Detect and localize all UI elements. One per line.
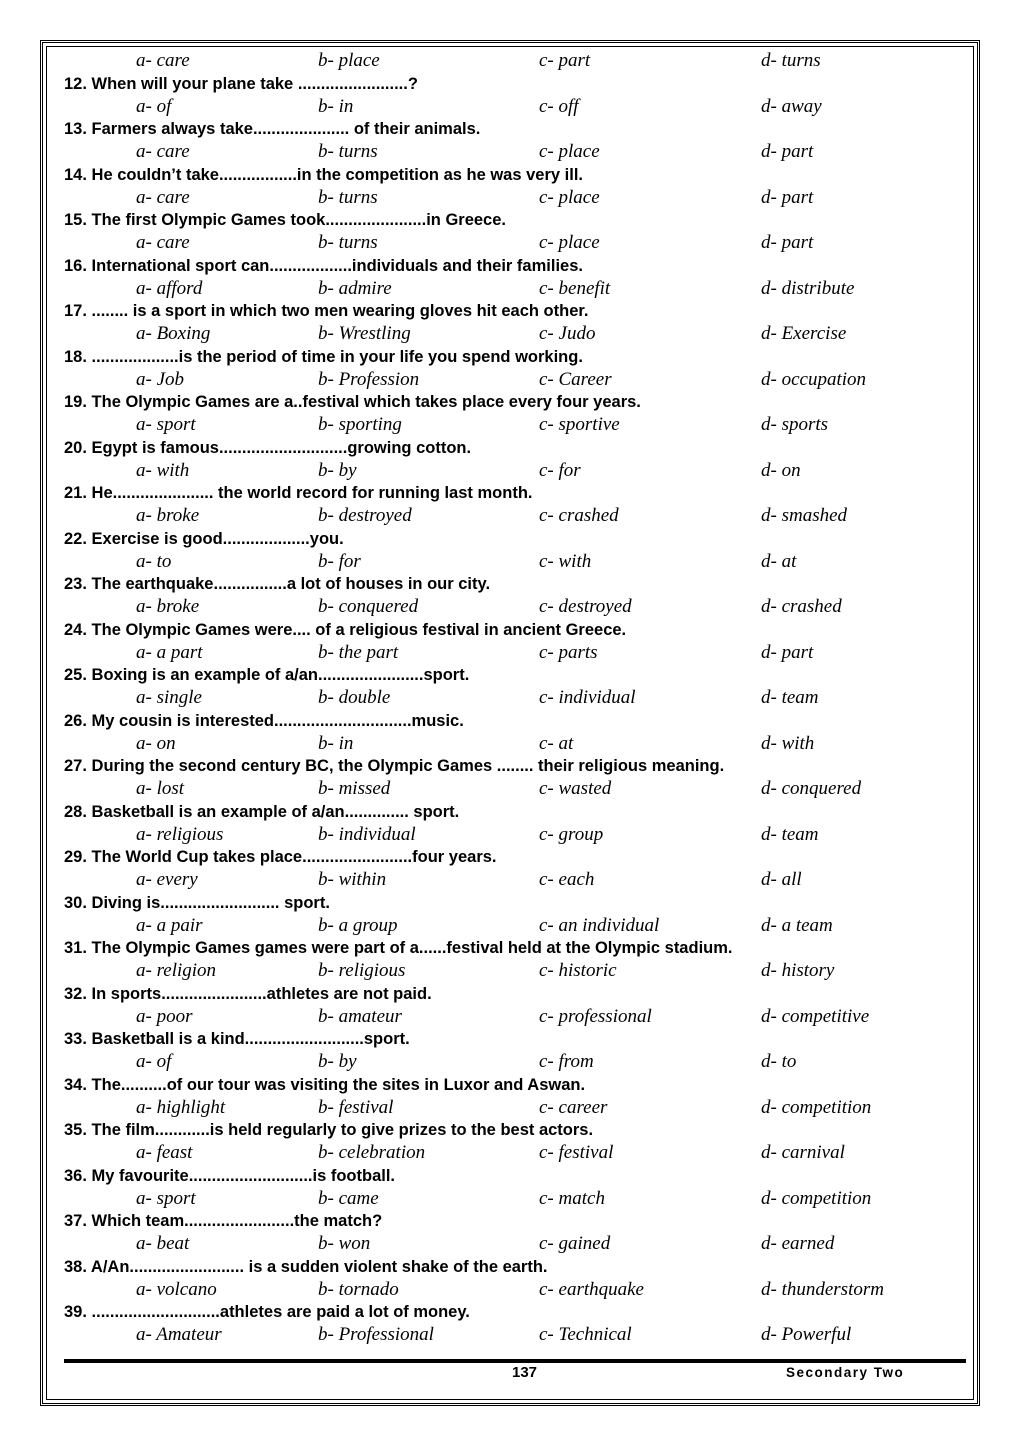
options-row (64, 96, 964, 119)
question (64, 391, 964, 414)
option-c: c- place (539, 186, 600, 208)
option-a: a- with (136, 459, 190, 481)
question-number: 12. (64, 74, 87, 93)
question-number: 19. (64, 393, 87, 412)
question-number: 18. (64, 347, 87, 366)
options-row (64, 232, 964, 255)
question-number: 30. (64, 893, 87, 912)
option-c: c- destroyed (539, 596, 632, 617)
option-b: b- celebration (318, 1142, 426, 1163)
options-row (64, 1188, 964, 1211)
question (64, 937, 964, 960)
question-number: 16. (64, 256, 87, 275)
option-d: d- sports (761, 414, 829, 435)
options-row (64, 141, 964, 164)
option-b: b- by (318, 459, 357, 481)
question-text: Basketball is an example of a/an.............. sport. (91, 802, 460, 821)
question-text: He couldn’t take.................in the competition as he was very ill. (91, 165, 583, 184)
option-d: d- at (761, 550, 797, 572)
question (64, 801, 964, 824)
question (64, 118, 964, 141)
question-text: Basketball is a kind..........................sport. (91, 1030, 410, 1049)
option-a: a- volcano (136, 1278, 217, 1300)
option-b: b- the part (318, 641, 399, 663)
option-a: a- feast (136, 1142, 193, 1163)
options-row (64, 596, 964, 619)
option-c: c- festival (539, 1142, 614, 1163)
option-a: a- poor (136, 1005, 193, 1027)
page-number: 137 (512, 1364, 538, 1381)
option-b: b- festival (318, 1096, 394, 1118)
footer-label: Secondary Two (786, 1365, 905, 1380)
question (64, 1301, 964, 1324)
question (64, 164, 964, 187)
question-number: 21. (64, 484, 87, 503)
question (64, 1028, 964, 1051)
question-text: The Olympic Games were.... of a religious festival in ancient Greece. (91, 620, 627, 639)
question (64, 892, 964, 915)
question-text: ........ is a sport in which two men wearing gloves hit each other. (91, 302, 589, 321)
question (64, 209, 964, 232)
option-b: b- by (318, 1051, 357, 1072)
options-row (64, 1324, 964, 1347)
option-c: c- earthquake (539, 1278, 644, 1300)
option-b: b- in (318, 95, 354, 117)
option-d: d- distribute (761, 277, 855, 299)
options-row (64, 369, 964, 392)
question-number: 17. (64, 302, 87, 321)
question (64, 983, 964, 1006)
question (64, 755, 964, 778)
question-text: Which team........................the match? (91, 1212, 383, 1231)
options-row (64, 1142, 964, 1165)
question-number: 22. (64, 529, 87, 548)
question-text: My cousin is interested..............................music. (91, 711, 464, 730)
option-c: c- wasted (539, 778, 612, 799)
question (64, 437, 964, 460)
option-b: b- came (318, 1187, 379, 1209)
question-number: 34. (64, 1075, 87, 1094)
question-text: Boxing is an example of a/an.......................sport. (91, 666, 470, 685)
option-a: a- Amateur (136, 1324, 222, 1345)
option-a: a- afford (136, 277, 203, 299)
option-d: d- part (761, 141, 814, 162)
options-row (64, 642, 964, 665)
question-text: The Olympic Games are a..festival which takes place every four years. (91, 393, 641, 412)
question-number: 13. (64, 120, 87, 139)
question-text: A/An......................... is a sudden violent shake of the earth. (90, 1257, 548, 1276)
option-a: a- sport (136, 414, 196, 435)
question-number: 36. (64, 1166, 87, 1185)
question-number: 38. (64, 1257, 87, 1276)
option-c: c- off (539, 95, 579, 117)
question (64, 710, 964, 733)
option-c: c- group (539, 823, 604, 845)
question (64, 1210, 964, 1233)
question-number: 20. (64, 438, 87, 457)
option-c: c- with (539, 550, 592, 572)
question-number: 39. (64, 1303, 87, 1322)
options-row (64, 869, 964, 892)
option-a: a- broke (136, 596, 200, 617)
option-c: c- for (539, 459, 581, 481)
option-d: d- turns (761, 50, 821, 71)
option-d: d- competition (761, 1096, 872, 1118)
question (64, 255, 964, 278)
option-d: d- team (761, 823, 819, 845)
question-number: 14. (64, 165, 87, 184)
question-list (64, 50, 964, 1347)
option-b: b- turns (318, 232, 378, 253)
question (64, 346, 964, 369)
question-number: 37. (64, 1212, 87, 1231)
option-b: b- double (318, 687, 391, 708)
option-d: d- earned (761, 1233, 835, 1254)
question (64, 73, 964, 96)
options-row (64, 187, 964, 210)
option-d: d- part (761, 641, 814, 663)
option-b: b- destroyed (318, 505, 412, 526)
option-c: c- historic (539, 960, 617, 981)
question-text: Exercise is good...................you. (91, 529, 344, 548)
question (64, 1165, 964, 1188)
question-text: The first Olympic Games took......................in Greece. (91, 211, 506, 230)
option-d: d- thunderstorm (761, 1278, 884, 1300)
option-b: b- Professional (318, 1324, 434, 1345)
option-d: d- part (761, 232, 814, 253)
option-a: a- single (136, 687, 202, 708)
option-c: c- sportive (539, 414, 620, 435)
option-c: c- Judo (539, 323, 596, 344)
question-number: 31. (64, 939, 87, 958)
option-c: c- place (539, 232, 600, 253)
option-b: b- in (318, 732, 354, 754)
option-a: a- highlight (136, 1096, 226, 1118)
question-text: Diving is.......................... sport. (91, 893, 330, 912)
option-b: b- won (318, 1233, 371, 1254)
option-c: c- parts (539, 641, 598, 663)
option-c: c- place (539, 141, 600, 162)
question-number: 23. (64, 575, 87, 594)
option-b: b- Profession (318, 368, 420, 390)
option-c: c- an individual (539, 914, 660, 936)
question (64, 573, 964, 596)
option-a: a- of (136, 95, 172, 117)
option-a: a- broke (136, 505, 200, 526)
option-a: a- Boxing (136, 323, 211, 344)
option-d: d- crashed (761, 596, 842, 617)
options-row (64, 505, 964, 528)
option-b: b- a group (318, 914, 398, 936)
option-a: a- a part (136, 641, 203, 663)
option-b: b- for (318, 550, 361, 572)
question (64, 1074, 964, 1097)
option-d: d- a team (761, 914, 833, 936)
question-number: 24. (64, 620, 87, 639)
question-text: The World Cup takes place........................four years. (91, 848, 497, 867)
option-c: c- crashed (539, 505, 619, 526)
options-row (64, 687, 964, 710)
question-text: ............................athletes are paid a lot of money. (91, 1303, 470, 1322)
option-c: c- benefit (539, 277, 611, 299)
option-d: d- smashed (761, 505, 848, 526)
option-b: b- place (318, 50, 380, 71)
option-b: b- conquered (318, 596, 419, 617)
option-b: b- within (318, 869, 387, 890)
question-text: My favourite...........................is football. (91, 1166, 395, 1185)
options-row (64, 1051, 964, 1074)
option-c: c- gained (539, 1233, 611, 1254)
options-row (64, 1279, 964, 1302)
question-text: The Olympic Games games were part of a......festival held at the Olympic stadium. (91, 939, 733, 958)
question-text: ...................is the period of time in your life you spend working. (91, 347, 583, 366)
options-row (64, 1233, 964, 1256)
question-number: 25. (64, 666, 87, 685)
question (64, 1256, 964, 1279)
option-b: b- tornado (318, 1278, 399, 1300)
option-c: c- at (539, 732, 574, 754)
question-text: He...................... the world record for running last month. (91, 484, 533, 503)
option-d: d- competitive (761, 1005, 870, 1027)
option-a: a- care (136, 186, 190, 208)
option-c: c- part (539, 50, 591, 71)
options-row (64, 960, 964, 983)
option-b: b- Wrestling (318, 323, 411, 344)
question-number: 29. (64, 848, 87, 867)
question-number: 35. (64, 1121, 87, 1140)
options-row (64, 278, 964, 301)
options-row (64, 733, 964, 756)
option-d: d- part (761, 186, 814, 208)
question-text: The earthquake................a lot of houses in our city. (91, 575, 491, 594)
question-text: During the second century BC, the Olympic Games ........ their religious meaning. (91, 757, 725, 776)
option-d: d- on (761, 459, 801, 481)
option-d: d- Exercise (761, 323, 847, 344)
option-b: b- religious (318, 960, 406, 981)
question (64, 619, 964, 642)
question (64, 664, 964, 687)
options-row (64, 824, 964, 847)
option-c: c- Technical (539, 1324, 632, 1345)
options-row (64, 778, 964, 801)
option-a: a- care (136, 141, 190, 162)
question (64, 846, 964, 869)
question (64, 1119, 964, 1142)
option-b: b- turns (318, 141, 378, 162)
options-row (64, 1097, 964, 1120)
options-row (64, 323, 964, 346)
option-b: b- missed (318, 778, 391, 799)
question-number: 27. (64, 757, 87, 776)
option-d: d- with (761, 732, 815, 754)
option-a: a- of (136, 1051, 172, 1072)
question-number: 28. (64, 802, 87, 821)
question-text: The..........of our tour was visiting the sites in Luxor and Aswan. (91, 1075, 586, 1094)
options-row (64, 915, 964, 938)
option-a: a- beat (136, 1233, 190, 1254)
question-number: 15. (64, 211, 87, 230)
option-d: d- team (761, 687, 819, 708)
question-text: The film............is held regularly to give prizes to the best actors. (91, 1121, 594, 1140)
question-text: Farmers always take..................... of their animals. (91, 120, 481, 139)
option-d: d- competition (761, 1187, 872, 1209)
options-row (64, 50, 964, 73)
options-row (64, 460, 964, 483)
question-text: In sports.......................athletes are not paid. (91, 984, 432, 1003)
option-a: a- a pair (136, 914, 203, 936)
option-a: a- to (136, 550, 172, 572)
option-a: a- religious (136, 823, 224, 845)
option-a: a- sport (136, 1187, 196, 1209)
option-b: b- sporting (318, 414, 402, 435)
option-d: d- history (761, 960, 835, 981)
options-row (64, 1006, 964, 1029)
question (64, 482, 964, 505)
option-c: c- match (539, 1187, 605, 1209)
option-c: c- individual (539, 687, 636, 708)
question-number: 33. (64, 1030, 87, 1049)
option-a: a- lost (136, 778, 185, 799)
question-text: International sport can..................individuals and their families. (91, 256, 583, 275)
option-c: c- career (539, 1096, 608, 1118)
question-text: When will your plane take ........................? (91, 74, 418, 93)
option-d: d- conquered (761, 778, 862, 799)
option-a: a- religion (136, 960, 217, 981)
question (64, 300, 964, 323)
question-number: 32. (64, 984, 87, 1003)
option-d: d- Powerful (761, 1324, 852, 1345)
option-a: a- on (136, 732, 176, 754)
options-row (64, 414, 964, 437)
question-text: Egypt is famous............................growing cotton. (91, 438, 472, 457)
option-d: d- all (761, 869, 802, 890)
option-a: a- care (136, 232, 190, 253)
option-b: b- amateur (318, 1005, 402, 1027)
option-c: c- Career (539, 368, 612, 390)
option-a: a- care (136, 50, 190, 71)
question (64, 528, 964, 551)
option-d: d- occupation (761, 368, 867, 390)
option-d: d- to (761, 1051, 797, 1072)
option-a: a- every (136, 869, 198, 890)
option-d: d- away (761, 95, 822, 117)
option-c: c- each (539, 869, 595, 890)
option-a: a- Job (136, 368, 185, 390)
question-number: 26. (64, 711, 87, 730)
option-d: d- carnival (761, 1142, 845, 1163)
footer-rule (64, 1359, 966, 1363)
option-c: c- from (539, 1051, 594, 1072)
option-b: b- admire (318, 277, 392, 299)
option-c: c- professional (539, 1005, 652, 1027)
option-b: b- turns (318, 186, 378, 208)
options-row (64, 551, 964, 574)
option-b: b- individual (318, 823, 416, 845)
